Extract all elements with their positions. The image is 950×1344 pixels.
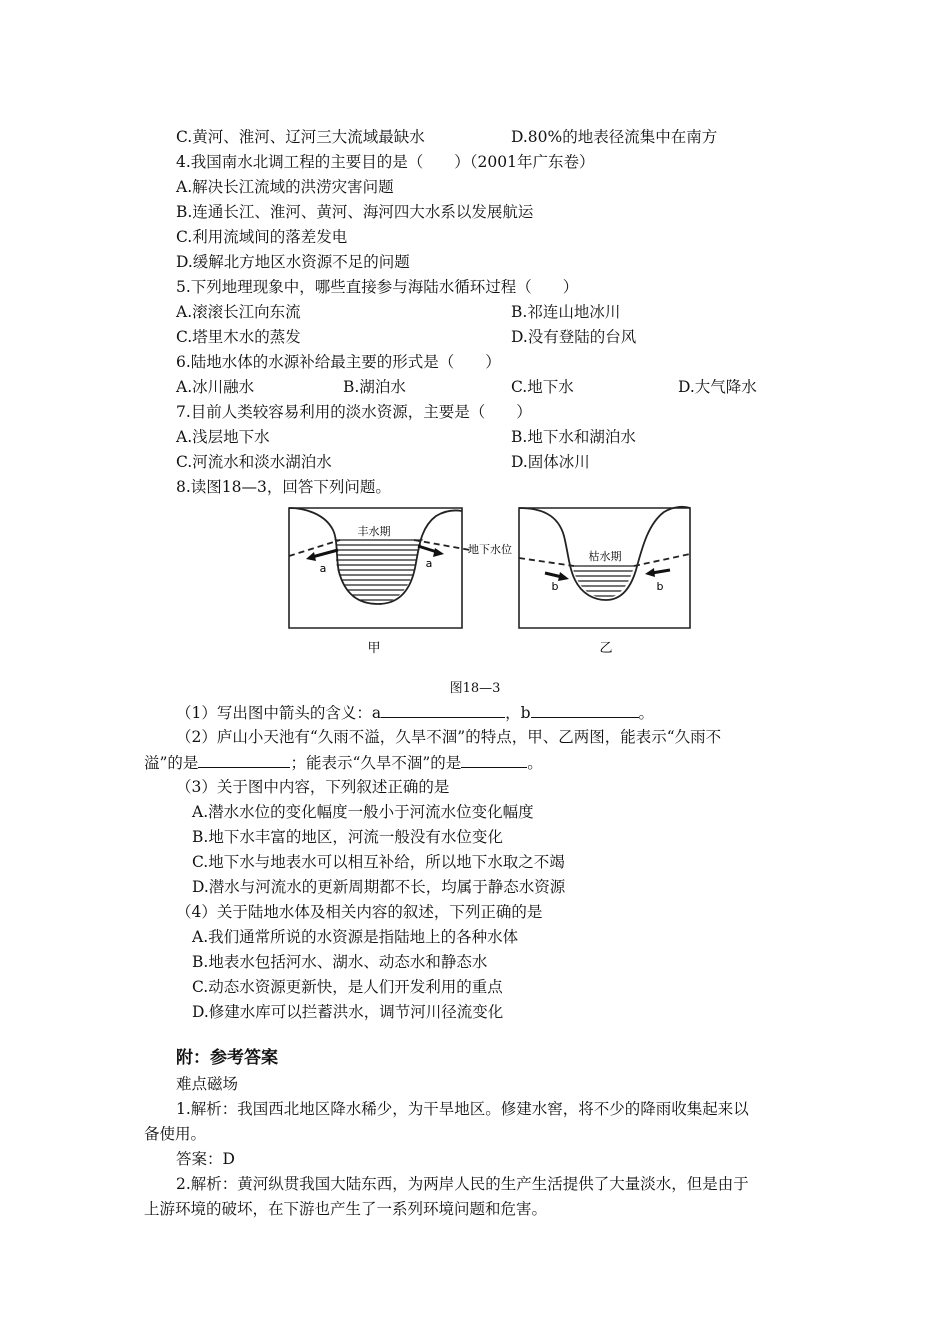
q8-sub4-option-b: B.地表水包括河水、湖水、动态水和静态水: [192, 953, 488, 971]
answer-blank-a[interactable]: [381, 701, 505, 718]
q6-option-d: D.大气降水: [678, 378, 757, 396]
q4-option-c: C.利用流域间的落差发电: [176, 228, 348, 246]
q5-option-c: C.塔里木水的蒸发: [176, 328, 301, 346]
q8-sub4-stem: （4）关于陆地水体及相关内容的叙述，下列正确的是: [176, 903, 543, 921]
q8-sub1: [176, 701, 654, 724]
q3-option-d: D.80%的地表径流集中在南方: [511, 128, 718, 146]
label-feng-shui-qi: 丰水期: [357, 525, 391, 538]
arrow-a-left-label: a: [319, 562, 327, 575]
q8-sub3-option-b: B.地下水丰富的地区，河流一般没有水位变化: [192, 828, 503, 846]
groundwater-line-yi-right: [634, 554, 690, 566]
q8-sub2-end: 。: [527, 754, 543, 772]
q3-option-c: C.黄河、淮河、辽河三大流域最缺水: [176, 128, 425, 146]
groundwater-line-yi-left: [519, 558, 574, 566]
q6-option-b: B.湖泊水: [343, 378, 406, 396]
label-ku-shui-qi: 枯水期: [588, 550, 622, 563]
figure-18-3: [0, 500, 950, 700]
q7-option-b: B.地下水和湖泊水: [511, 428, 636, 446]
q8-sub2-line1: （2）庐山小天池有“久雨不溢，久旱不涸”的特点，甲、乙两图，能表示“久雨不: [176, 728, 722, 746]
q8-sub3-option-a: A.潜水水位的变化幅度一般小于河流水位变化幅度: [192, 803, 534, 821]
q7-option-d: D.固体冰川: [511, 453, 590, 471]
q4-option-d: D.缓解北方地区水资源不足的问题: [176, 253, 410, 271]
figure-caption: 图18—3: [449, 681, 501, 696]
water-hatch-jia: [320, 540, 440, 600]
q8-sub2-line2: [144, 751, 543, 774]
caption-yi: 乙: [599, 641, 613, 656]
q8-sub3-option-d: D.潜水与河流水的更新周期都不长，均属于静态水资源: [192, 878, 566, 896]
diagram-jia: [289, 508, 512, 656]
q8-sub1-prefix: （1）写出图中箭头的含义：a: [176, 704, 382, 722]
answer-blank-b[interactable]: [531, 701, 639, 718]
q8-sub2-prefix: 溢”的是: [144, 754, 199, 772]
answer-blank-jiu-yu[interactable]: [198, 751, 290, 768]
groundwater-line-jia-left: [289, 540, 340, 556]
q5-option-a: A.滚滚长江向东流: [176, 303, 301, 321]
answer-blank-jiu-han[interactable]: [461, 751, 527, 768]
q8-sub1-mid: ，b: [505, 704, 531, 722]
q8-sub1-end: 。: [638, 704, 655, 722]
label-groundwater-level: 地下水位: [468, 543, 512, 556]
q8-sub2-mid: ；能表示“久旱不涸”的是: [290, 754, 462, 772]
arrow-b-right-label: b: [656, 580, 664, 593]
answer-2-line2: 上游环境的破坏，在下游也产生了一系列环境问题和危害。: [144, 1200, 548, 1218]
q8-sub4-option-d: D.修建水库可以拦蓄洪水，调节河川径流变化: [192, 1003, 504, 1021]
diagram-yi: [519, 507, 690, 656]
answers-section-title: 难点磁场: [176, 1075, 239, 1093]
q4-stem: 4.我国南水北调工程的主要目的是（ ）（2001年广东卷）: [176, 153, 595, 171]
q5-option-b: B.祁连山地冰川: [511, 303, 621, 321]
q5-option-d: D.没有登陆的台风: [511, 328, 637, 346]
q6-stem: 6.陆地水体的水源补给最主要的形式是（ ）: [176, 353, 501, 371]
q8-stem: 8.读图18—3，回答下列问题。: [176, 478, 391, 496]
q8-sub4-option-c: C.动态水资源更新快，是人们开发利用的重点: [192, 978, 503, 996]
arrow-left-icon: [306, 552, 316, 561]
q7-stem: 7.目前人类较容易利用的淡水资源，主要是（ ）: [176, 403, 532, 421]
q6-option-c: C.地下水: [511, 378, 574, 396]
answer-2-line1: 2.解析：黄河纵贯我国大陆东西，为两岸人民的生产生活提供了大量淡水，但是由于: [176, 1175, 749, 1193]
q7-option-c: C.河流水和淡水湖泊水: [176, 453, 332, 471]
q6-option-a: A.冰川融水: [176, 378, 255, 396]
q8-sub4-option-a: A.我们通常所说的水资源是指陆地上的各种水体: [192, 928, 519, 946]
arrow-b-left-label: b: [551, 580, 559, 593]
q4-option-b: B.连通长江、淮河、黄河、海河四大水系以发展航运: [176, 203, 534, 221]
answers-heading: 附：参考答案: [176, 1048, 278, 1068]
q7-option-a: A.浅层地下水: [176, 428, 270, 446]
caption-jia: 甲: [367, 641, 381, 656]
answer-1-line1: 1.解析：我国西北地区降水稀少，为干旱地区。修建水窖，将不少的降雨收集起来以: [176, 1100, 749, 1118]
frame-yi: [519, 508, 690, 628]
arrow-right-icon: [433, 548, 444, 557]
q8-sub3-stem: （3）关于图中内容，下列叙述正确的是: [176, 778, 450, 796]
q4-option-a: A.解决长江流域的洪涝灾害问题: [176, 178, 394, 196]
answer-1-line2: 备使用。: [144, 1125, 207, 1143]
arrow-left-icon: [645, 568, 655, 577]
arrow-right-icon: [558, 572, 569, 581]
arrow-a-right-label: a: [425, 557, 433, 570]
answer-1-result: 答案：D: [176, 1150, 235, 1168]
q8-sub3-option-c: C.地下水与地表水可以相互补给，所以地下水取之不竭: [192, 853, 565, 871]
q5-stem: 5.下列地理现象中，哪些直接参与海陆水循环过程（ ）: [176, 278, 579, 296]
